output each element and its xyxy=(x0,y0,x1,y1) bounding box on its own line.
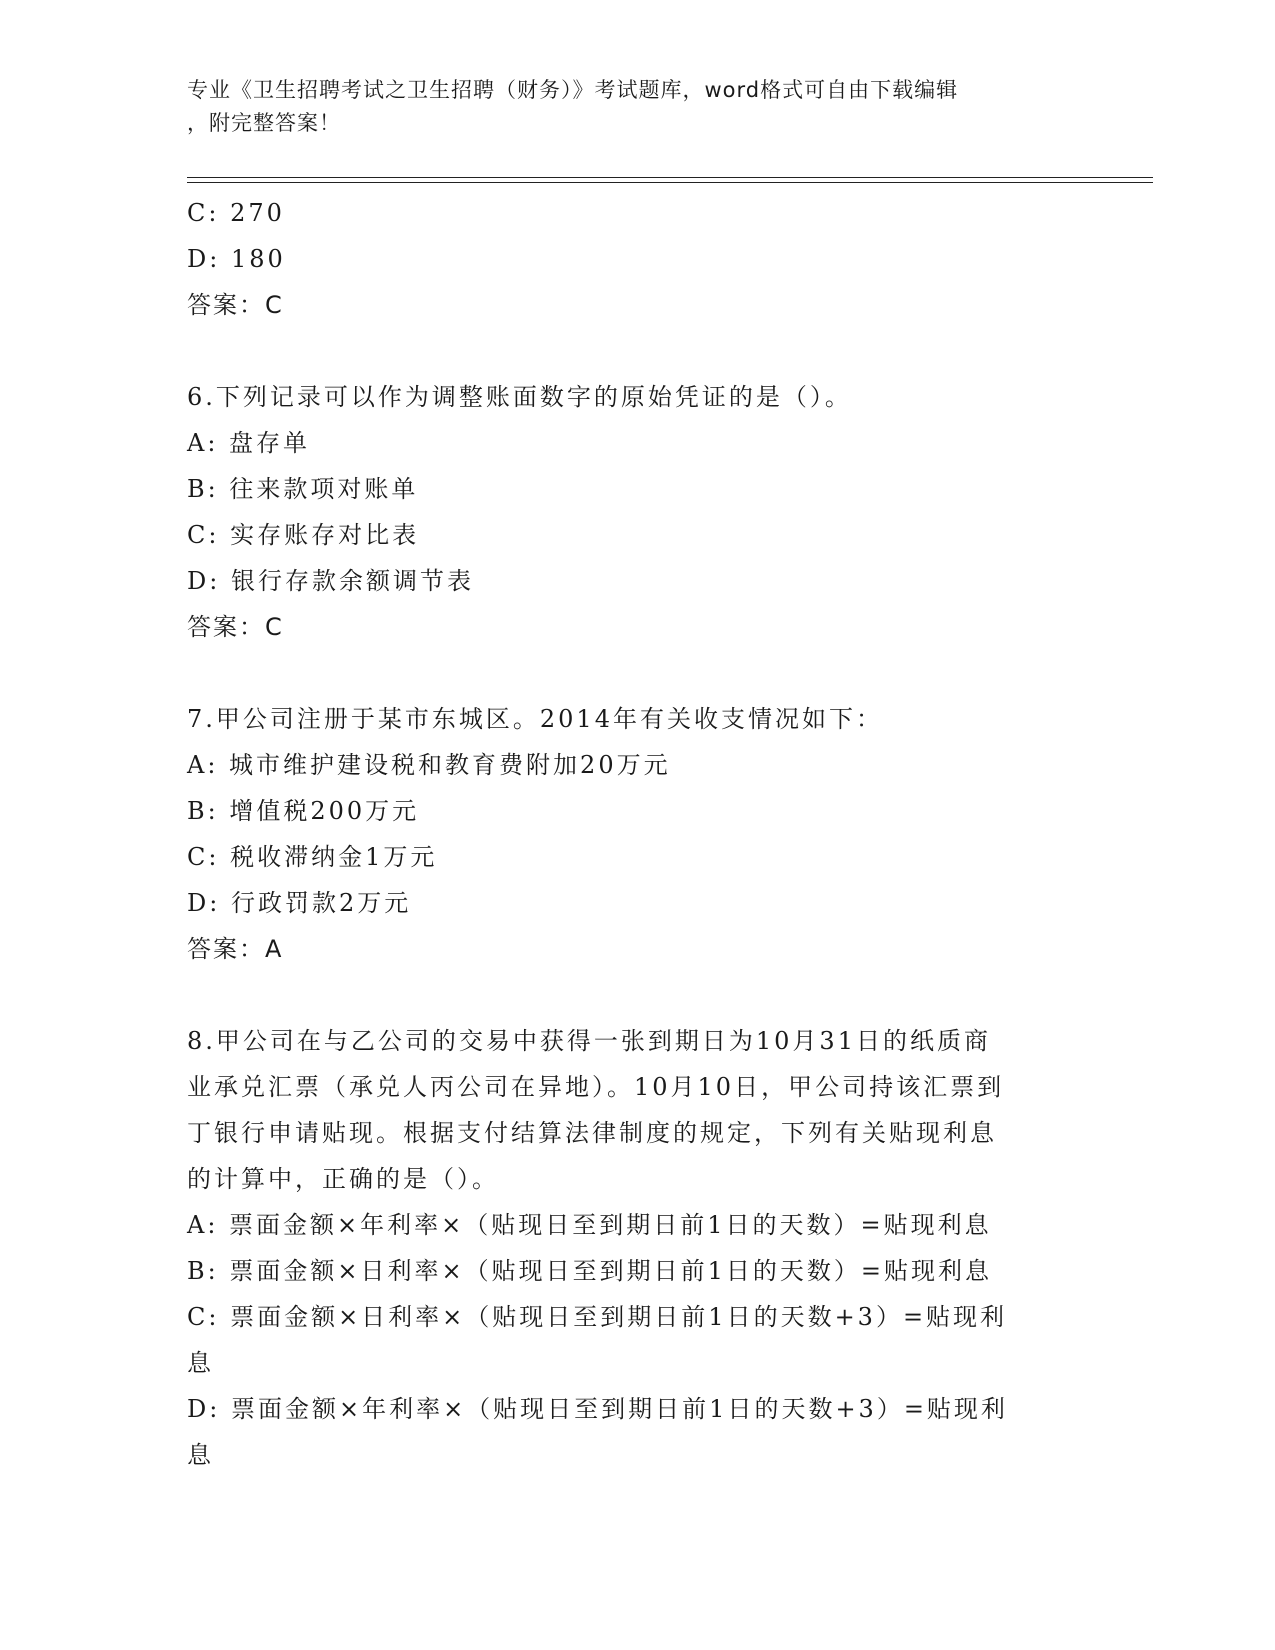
option-b: B: 票面金额×日利率×（贴现日至到期日前1日的天数）=贴现利息 xyxy=(187,1257,992,1285)
spacer xyxy=(187,650,1087,696)
option-d: D: 180 xyxy=(187,245,286,273)
question-5 xyxy=(187,190,1087,328)
option-a: A: 票面金额×年利率×（贴现日至到期日前1日的天数）=贴现利息 xyxy=(187,1211,992,1239)
question-6 xyxy=(187,374,1087,650)
answer: 答案：C xyxy=(187,291,284,319)
option-c: C: 税收滞纳金1万元 xyxy=(187,843,438,871)
option-a: A: 城市维护建设税和教育费附加20万元 xyxy=(187,751,671,779)
option-c-line-1: C: 票面金额×日利率×（贴现日至到期日前1日的天数+3）=贴现利 xyxy=(187,1303,1008,1331)
question-stem: 6.下列记录可以作为调整账面数字的原始凭证的是（）。 xyxy=(187,383,852,411)
header-divider-top xyxy=(187,177,1153,178)
option-c: C: 270 xyxy=(187,199,285,227)
spacer xyxy=(187,972,1087,1018)
option-c-line-2: 息 xyxy=(187,1349,214,1377)
option-b: B: 往来款项对账单 xyxy=(187,475,419,503)
option-c: C: 实存账存对比表 xyxy=(187,521,420,549)
question-content xyxy=(187,190,1087,1478)
option-d: D: 行政罚款2万元 xyxy=(187,889,412,917)
question-8 xyxy=(187,1018,1087,1478)
header-line-2: ，附完整答案！ xyxy=(187,111,341,135)
question-stem-line-2: 业承兑汇票（承兑人丙公司在异地）。10月10日，甲公司持该汇票到 xyxy=(187,1073,1005,1101)
question-stem-line-3: 丁银行申请贴现。根据支付结算法律制度的规定，下列有关贴现利息 xyxy=(187,1119,997,1147)
option-d-line-2: 息 xyxy=(187,1441,214,1469)
option-d: D: 银行存款余额调节表 xyxy=(187,567,474,595)
answer: 答案：C xyxy=(187,613,284,641)
question-stem-line-4: 的计算中，正确的是（）。 xyxy=(187,1165,499,1193)
option-d-line-1: D: 票面金额×年利率×（贴现日至到期日前1日的天数+3）=贴现利 xyxy=(187,1395,1008,1423)
question-stem: 7.甲公司注册于某市东城区。2014年有关收支情况如下： xyxy=(187,705,883,733)
spacer xyxy=(187,328,1087,374)
option-b: B: 增值税200万元 xyxy=(187,797,420,825)
question-stem-line-1: 8.甲公司在与乙公司的交易中获得一张到期日为10月31日的纸质商 xyxy=(187,1027,991,1055)
answer: 答案：A xyxy=(187,935,284,963)
question-7 xyxy=(187,696,1087,972)
header-divider-bottom xyxy=(187,182,1153,183)
header-line-1: 专业《卫生招聘考试之卫生招聘（财务）》考试题库，word格式可自由下载编辑 xyxy=(187,78,959,102)
document-header xyxy=(187,74,1067,140)
option-a: A: 盘存单 xyxy=(187,429,311,457)
